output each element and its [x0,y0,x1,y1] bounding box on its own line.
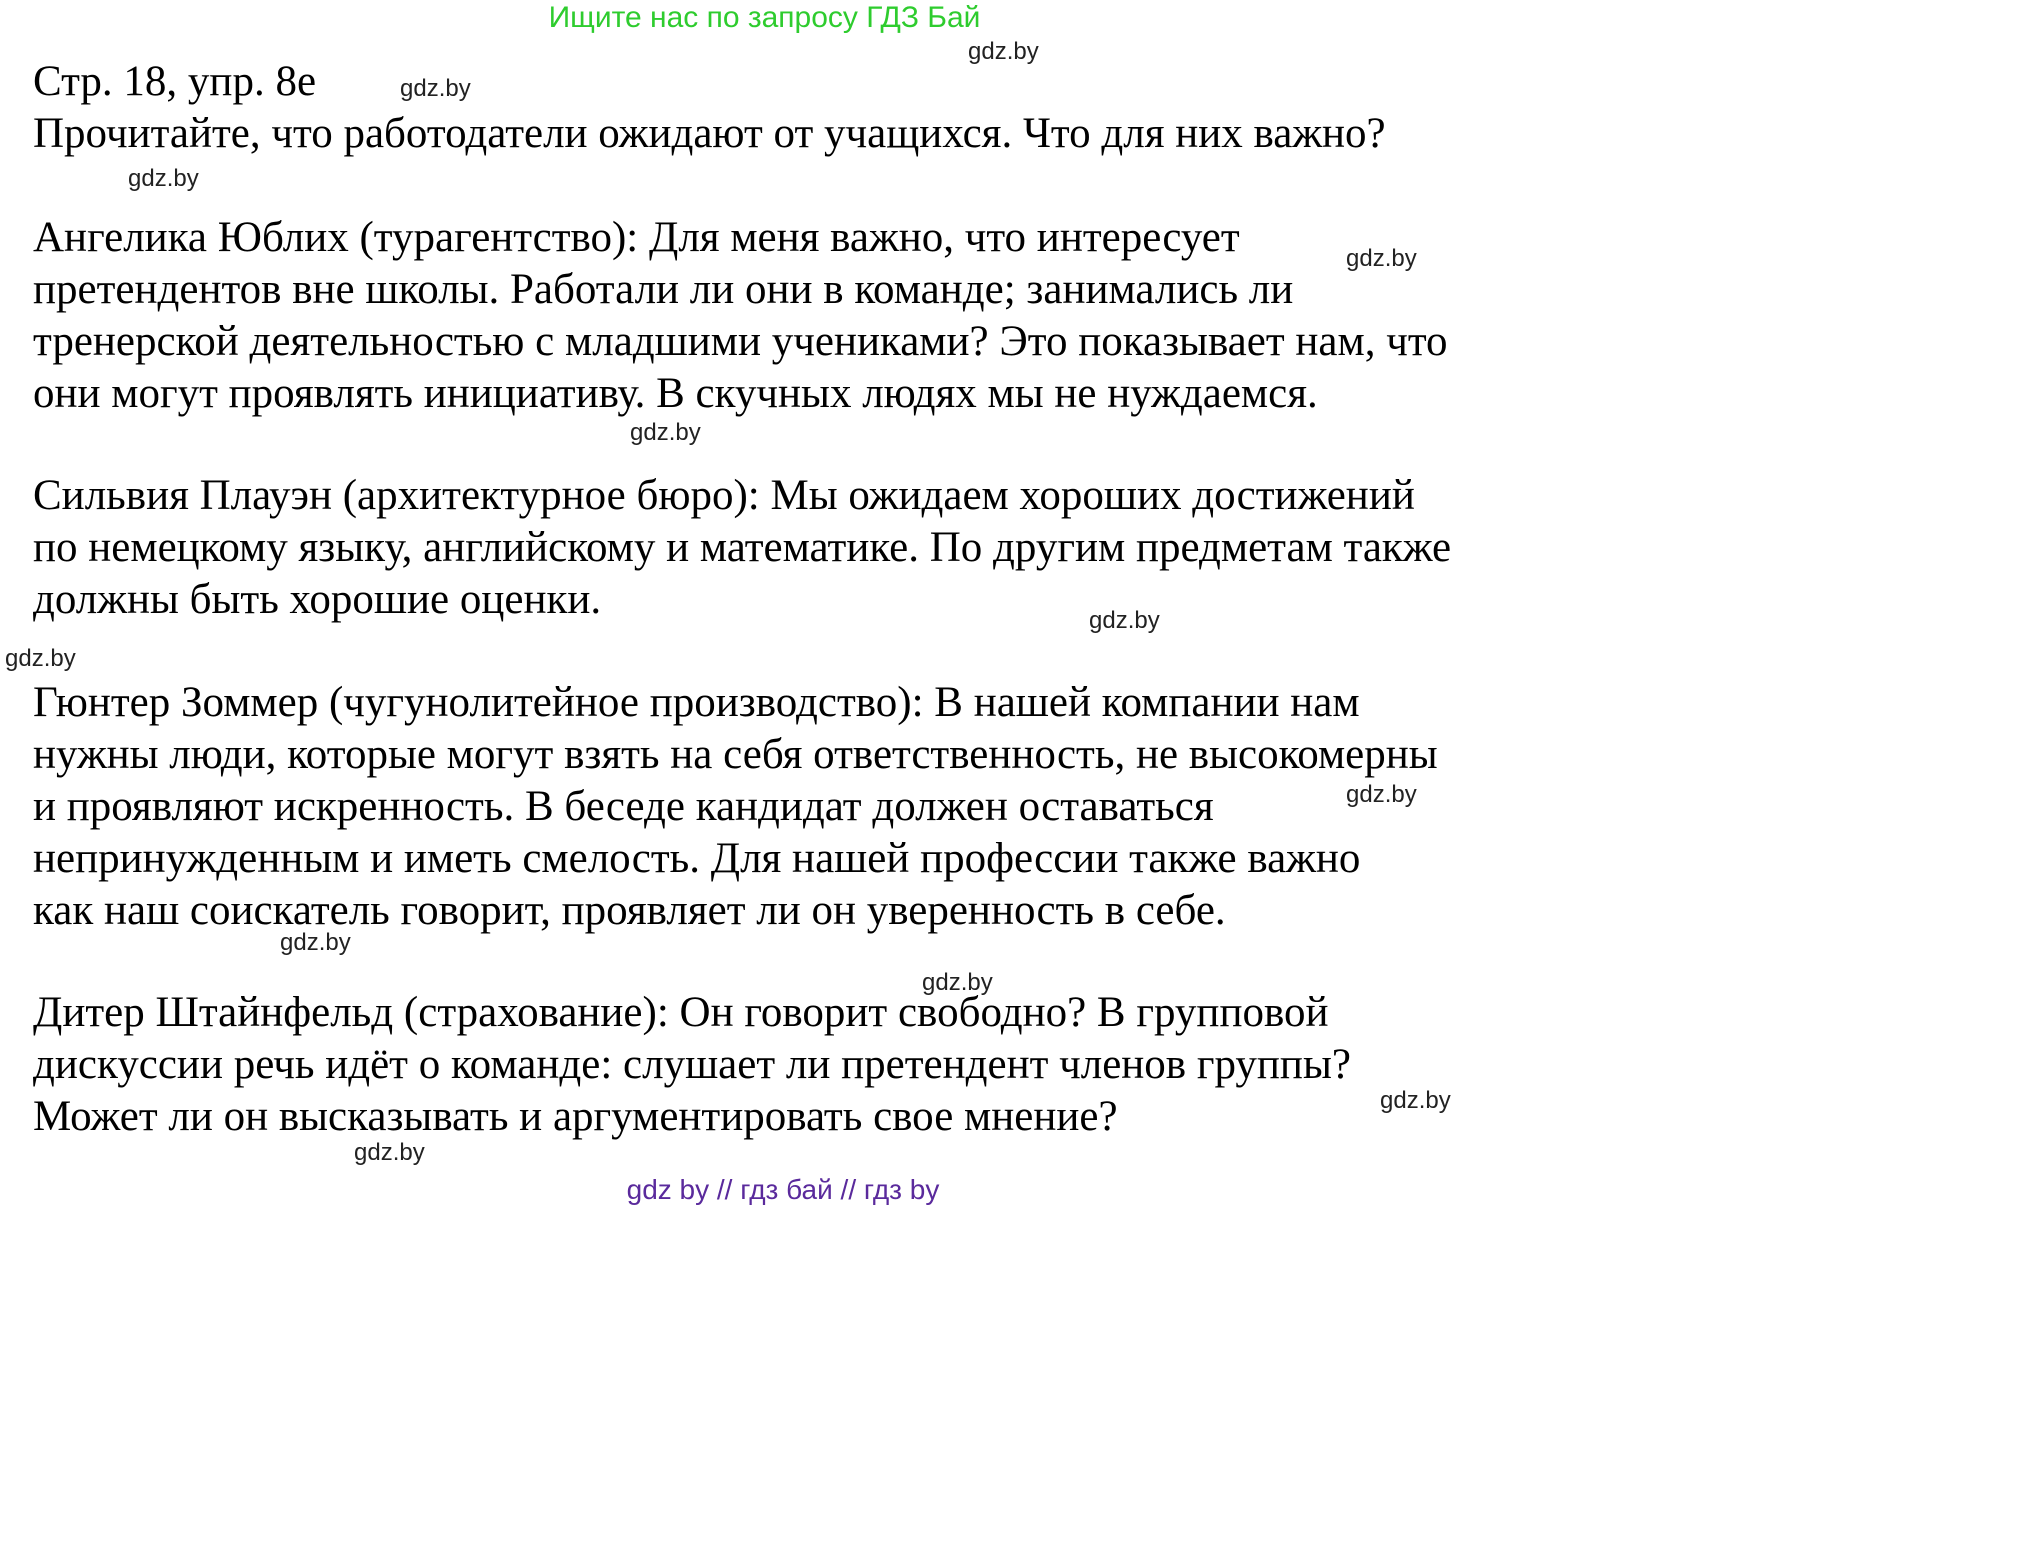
paragraph-line: непринужденным и иметь смелость. Для нашей профессии также важно [33,835,1361,882]
watermark: gdz.by [400,75,471,102]
watermark: gdz.by [280,929,351,956]
task-instruction: Прочитайте, что работодатели ожидают от учащихся. Что для них важно? [33,110,1386,157]
paragraph-line: Гюнтер Зоммер (чугунолитейное производство): В нашей компании нам [33,679,1360,726]
top-banner: Ищите нас по запросу ГДЗ Бай [548,1,981,34]
watermark: gdz.by [1380,1087,1451,1114]
watermark: gdz.by [1089,607,1160,634]
paragraph-line: дискуссии речь идёт о команде: слушает ли претендент членов группы? [33,1041,1351,1088]
paragraph-line: по немецкому языку, английскому и математике. По другим предметам также [33,524,1452,571]
paragraph-line: Сильвия Плауэн (архитектурное бюро): Мы ожидаем хороших достижений [33,472,1415,519]
paragraph-line: тренерской деятельностью с младшими учениками? Это показывает нам, что [33,318,1448,365]
employer-statement [33,470,1553,626]
paragraph-line: они могут проявлять инициативу. В скучных людях мы не нуждаемся. [33,370,1318,417]
employer-statement [33,677,1553,937]
paragraph-line: как наш соискатель говорит, проявляет ли он уверенность в себе. [33,887,1226,934]
paragraph-line: нужны люди, которые могут взять на себя ответственность, не высокомерны [33,731,1438,778]
paragraph-line: Ангелика Юблих (турагентство): Для меня важно, что интересует [33,214,1240,261]
page-heading: Стр. 18, упр. 8е [33,58,317,105]
watermark: gdz.by [1346,245,1417,272]
employer-statement [33,212,1553,420]
employer-statement [33,987,1553,1143]
paragraph-line: Может ли он высказывать и аргументировать свое мнение? [33,1093,1118,1140]
watermark: gdz.by [1346,781,1417,808]
watermark: gdz.by [968,38,1039,65]
watermark: gdz.by [5,645,76,672]
watermark: gdz.by [128,165,199,192]
footer-links: gdz by // гдз бай // гдз by [626,1174,940,1205]
paragraph-line: Дитер Штайнфельд (страхование): Он говорит свободно? В групповой [33,989,1329,1036]
paragraph-line: должны быть хорошие оценки. [33,576,602,623]
watermark: gdz.by [630,419,701,446]
paragraph-line: претендентов вне школы. Работали ли они в команде; занимались ли [33,266,1294,313]
watermark: gdz.by [922,969,993,996]
watermark: gdz.by [354,1139,425,1166]
paragraph-line: и проявляют искренность. В беседе кандидат должен оставаться [33,783,1214,830]
